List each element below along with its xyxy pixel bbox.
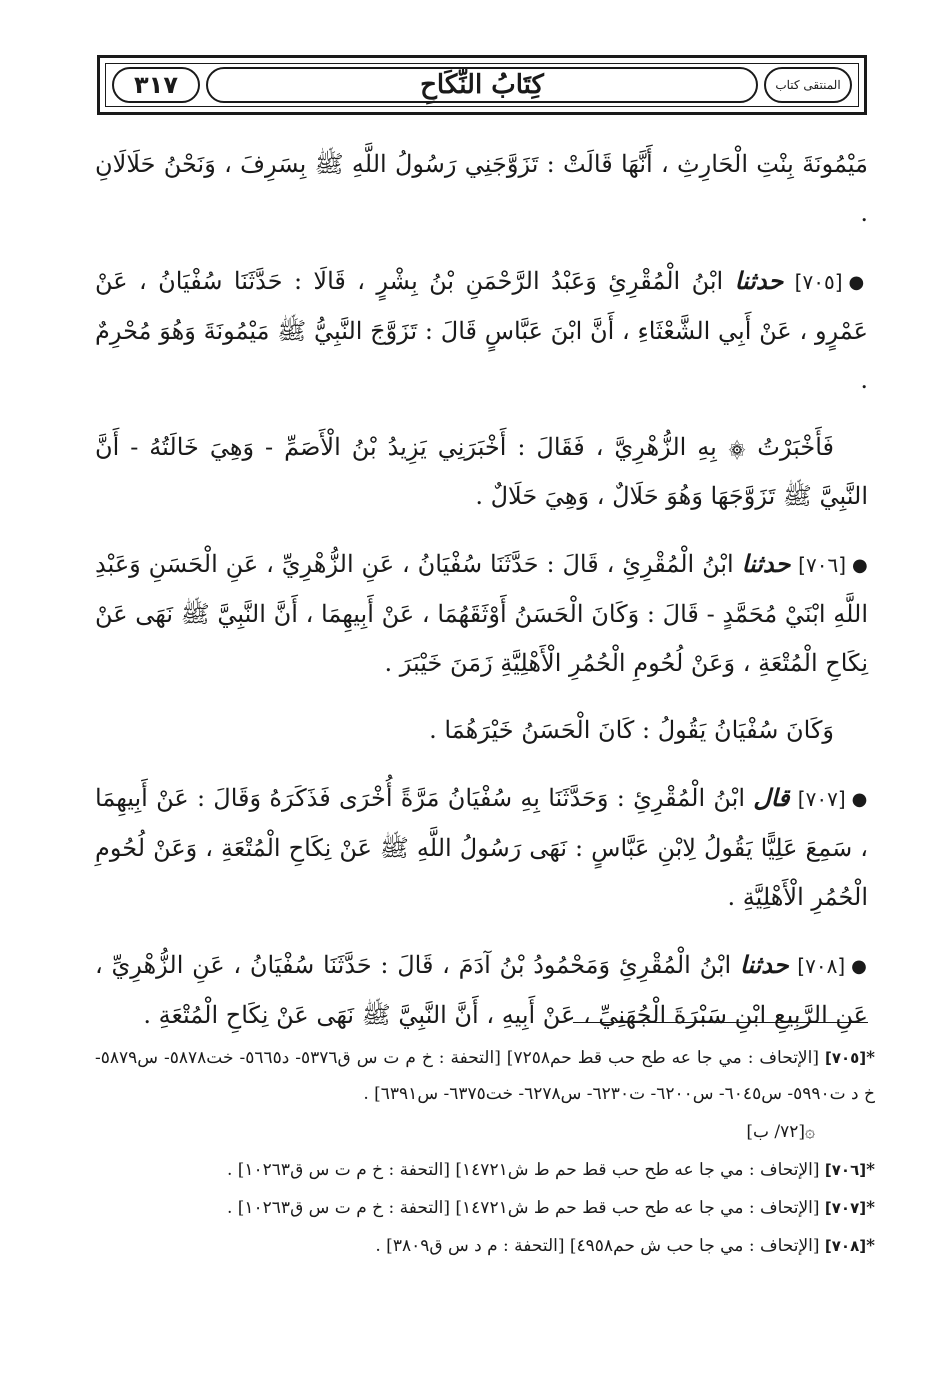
hadith-text: ابْنُ الْمُقْرِئِ وَعَبْدُ الرَّحْمَنِ بْنُ بِشْرٍ ، قَالَا : حَدَّثَنَا سُفْيَانُ ، عَنْ عَمْرٍو ، عَنْ أَبِي الشَّعْثَاءِ ، أَنَّ ابْنَ عَبَّاسٍ قَالَ : تَزَوَّجَ النَّبِيُّ ﷺ مَيْمُونَةَ وَهُوَ مُحْرِمٌ . bbox=[95, 267, 868, 394]
chapter-title-cartouche bbox=[206, 67, 758, 103]
footnotes bbox=[95, 1040, 875, 1266]
hadith-number: [٧٠٥] bbox=[794, 270, 843, 294]
footnote-705 bbox=[95, 1040, 875, 1112]
paragraph-text: وَكَانَ سُفْيَانُ يَقُولُ : كَانَ الْحَسَنُ خَيْرَهُمَا . bbox=[429, 716, 834, 744]
paragraph-continuation bbox=[95, 706, 868, 755]
footnote-number: [٧٠٥] bbox=[824, 1049, 867, 1067]
footnote-text: [الإتحاف : مي جا حب ش حم٤٩٥٨] [التحفة : م د س ق٣٨٠٩] . bbox=[375, 1236, 820, 1256]
footnote-707 bbox=[95, 1190, 875, 1226]
paragraph-continuation bbox=[95, 423, 868, 521]
hadith-text: ابْنُ الْمُقْرِئِ : وَحَدَّثَنَا بِهِ سُفْيَانُ مَرَّةً أُخْرَى فَذَكَرَهُ وَقَالَ : عَنْ أَبِيهِمَا ، سَمِعَ عَلِيًّا يَقُولُ لِابْنِ عَبَّاسٍ : نَهَى رَسُولُ اللَّهِ ﷺ عَنْ نِكَاحِ الْمُتْعَةِ ، وَعَنْ لُحُومِ الْحُمُرِ الْأَهْلِيَّةِ . bbox=[95, 784, 868, 911]
bullet-icon: ● bbox=[851, 956, 868, 977]
hadith-lead-word: حدثنا bbox=[739, 950, 789, 979]
hadith-number: [٧٠٨] bbox=[797, 954, 846, 978]
footnote-text: [الإتحاف : مي جا عه طح حب قط حم ط ش١٤٧٢١] [التحفة : خ م ت س ق١٠٢٦٣] . bbox=[226, 1198, 820, 1218]
hadith-number: [٧٠٦] bbox=[798, 553, 847, 577]
footnote-text: [الإتحاف : مي جا عه طح حب قط حم ط ش١٤٧٢١] [التحفة : خ م ت س ق١٠٢٦٣] . bbox=[226, 1160, 820, 1180]
footnote-star: * bbox=[866, 1048, 876, 1068]
main-text bbox=[95, 140, 868, 1058]
hadith-text: ابْنُ الْمُقْرِئِ ، قَالَ : حَدَّثَنَا سُفْيَانُ ، عَنِ الزُّهْرِيِّ ، عَنِ الْحَسَنِ وَعَبْدِ اللَّهِ ابْنَيْ مُحَمَّدٍ - قَالَ : وَكَانَ الْحَسَنُ أَوْثَقَهُمَا ، عَنْ أَبِيهِمَا ، أَنَّ النَّبِيَّ ﷺ نَهَى عَنْ نِكَاحِ الْمُتْعَةِ ، وَعَنْ لُحُومِ الْحُمُرِ الْأَهْلِيَّةِ زَمَنَ خَيْبَرَ . bbox=[95, 550, 868, 677]
paragraph-text: مَيْمُونَةَ بِنْتِ الْحَارِثِ ، أَنَّهَا قَالَتْ : تَزَوَّجَنِي رَسُولُ اللَّهِ ﷺ بِسَرِفَ ، وَنَحْنُ حَلَالَانِ . bbox=[95, 150, 868, 227]
footnote-number: [٧٠٨] bbox=[824, 1237, 867, 1255]
book-logo-cartouche bbox=[764, 67, 852, 103]
chapter-title: كِتَابُ النِّكَاحِ bbox=[420, 70, 544, 100]
footnote-separator bbox=[573, 1022, 868, 1023]
footnote-folio bbox=[95, 1114, 875, 1150]
header-inner-frame bbox=[105, 63, 859, 107]
hadith-lead-word: حدثنا bbox=[734, 266, 784, 295]
footnote-text: [الإتحاف : مي جا عه طح حب قط حم٧٢٥٨] [التحفة : خ م ت س ق٥٣٧٦- د٥٦٦٥- خت٥٨٧٨- س٥٨٧٩- خ د ت٥٩٩٠- س٦٠٤٥- س٦٢٠٠- ت٦٢٣٠- س٦٢٧٨- خت٦٣٧٥- س٦٣٩١] . bbox=[95, 1048, 875, 1104]
hadith-number: [٧٠٧] bbox=[797, 787, 846, 811]
hadith-705 bbox=[95, 256, 868, 405]
bullet-icon: ● bbox=[852, 555, 868, 576]
footnote-text: ۞[٧٢/ ب] bbox=[746, 1122, 815, 1142]
footnote-star: * bbox=[866, 1198, 875, 1218]
paragraph-intro bbox=[95, 140, 868, 238]
bullet-icon: ● bbox=[851, 789, 868, 810]
hadith-706 bbox=[95, 539, 868, 688]
page-number-cartouche bbox=[112, 67, 200, 103]
footnote-star: * bbox=[866, 1160, 875, 1180]
footnote-708 bbox=[95, 1228, 875, 1264]
hadith-707 bbox=[95, 773, 868, 922]
footnote-star: * bbox=[866, 1236, 875, 1256]
paragraph-text: فَأَخْبَرْتُ ۞ بِهِ الزُّهْرِيَّ ، فَقَالَ : أَخْبَرَنِي يَزِيدُ بْنُ الْأَصَمِّ - وَهِيَ خَالَتُهُ - أَنَّ النَّبِيَّ ﷺ تَزَوَّجَهَا وَهُوَ حَلَالٌ ، وَهِيَ حَلَالٌ . bbox=[95, 433, 868, 510]
page-number: ٣١٧ bbox=[134, 71, 178, 99]
hadith-lead-word: قال bbox=[753, 783, 790, 812]
hadith-text: ابْنُ الْمُقْرِئِ وَمَحْمُودُ بْنُ آدَمَ ، قَالَ : حَدَّثَنَا سُفْيَانُ ، عَنِ الزُّهْرِيِّ ، عَنِ الرَّبِيعِ ابْنِ سَبْرَةَ الْجُهَنِيِّ ، عَنْ أَبِيهِ ، أَنَّ النَّبِيَّ ﷺ نَهَى عَنْ نِكَاحِ الْمُتْعَةِ . bbox=[95, 951, 868, 1029]
footnote-number: [٧٠٧] bbox=[824, 1199, 867, 1217]
footnote-number: [٧٠٦] bbox=[824, 1161, 867, 1179]
page-header bbox=[97, 55, 867, 115]
book-logo: المنتقى كتاب bbox=[775, 78, 841, 92]
bullet-icon: ● bbox=[848, 272, 868, 293]
hadith-lead-word: حدثنا bbox=[741, 549, 791, 578]
hadith-708 bbox=[95, 940, 868, 1040]
footnote-706 bbox=[95, 1152, 875, 1188]
